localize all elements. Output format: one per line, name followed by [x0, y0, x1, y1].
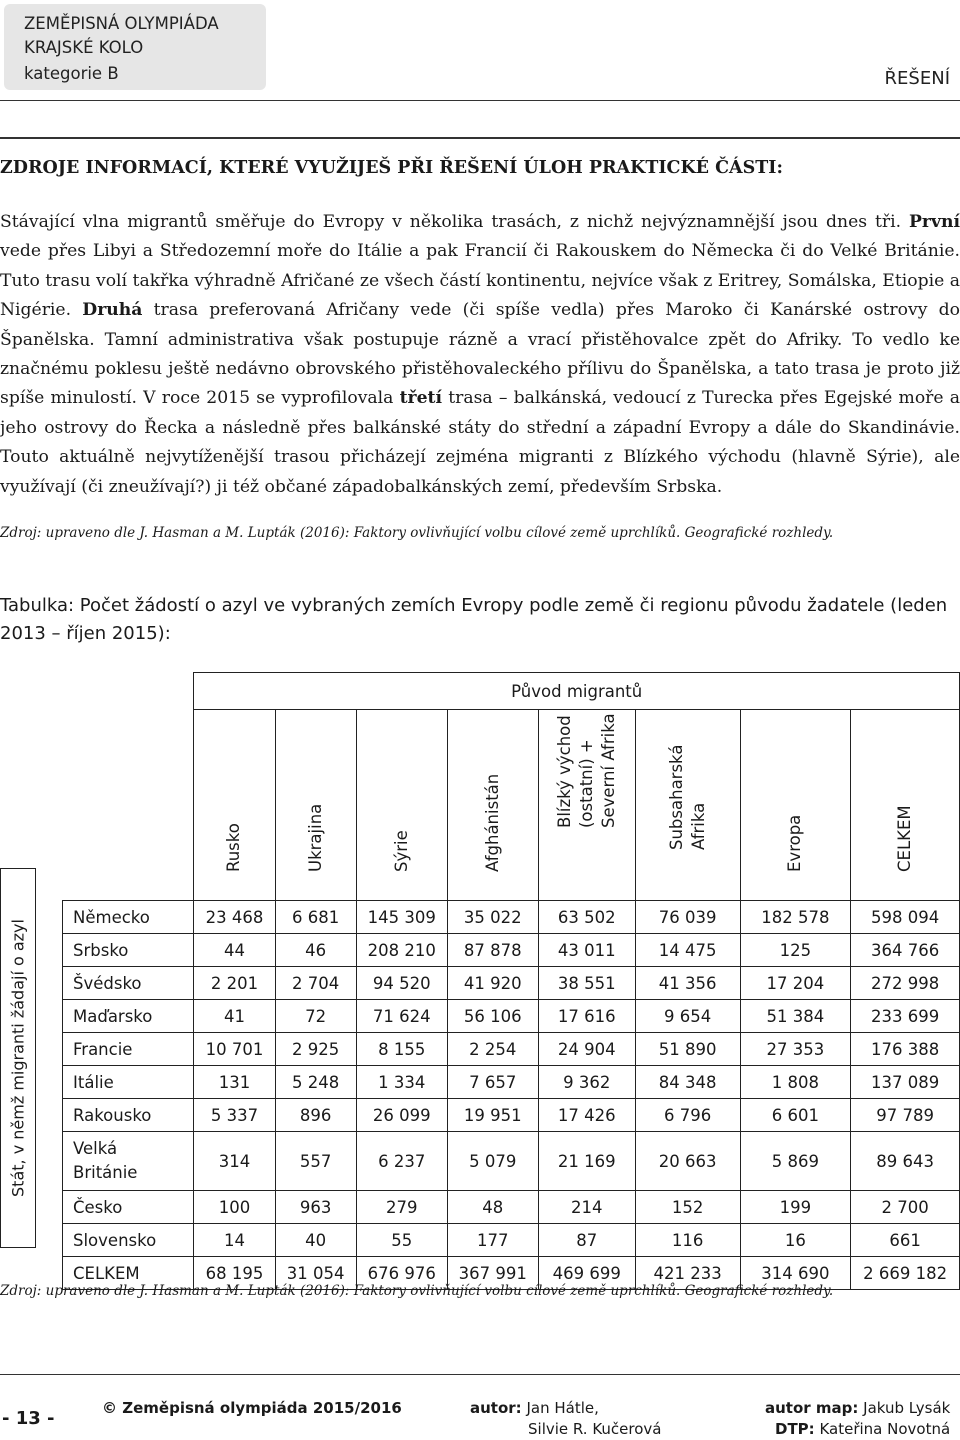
column-header-label: Blízký východ (ostatní) + Severní Afrika [554, 713, 618, 828]
table-row [63, 1132, 960, 1191]
value-cell: 367 991 [447, 1257, 538, 1290]
value-cell: 51 890 [635, 1033, 740, 1066]
value-cell: 51 384 [740, 1000, 851, 1033]
value-cell: 41 920 [447, 967, 538, 1000]
value-cell: 963 [275, 1191, 356, 1224]
section-title: ZDROJE INFORMACÍ, KTERÉ VYUŽIJEŠ PŘI ŘEŠENÍ ÚLOH PRAKTICKÉ ČÁSTI: [0, 158, 783, 178]
table-row [63, 1033, 960, 1066]
value-cell: 116 [635, 1224, 740, 1257]
value-cell: 55 [356, 1224, 447, 1257]
value-cell: 46 [275, 934, 356, 967]
value-cell: 41 356 [635, 967, 740, 1000]
value-cell: 6 681 [275, 901, 356, 934]
table-corner-2 [63, 710, 194, 901]
table-caption: Tabulka: Počet žádostí o azyl ve vybraných zemích Evropy podle země či regionu původu žadatele (leden 2013 – říjen 2015): [0, 595, 948, 644]
value-cell: 31 054 [275, 1257, 356, 1290]
value-cell: 44 [194, 934, 275, 967]
value-cell: 87 878 [447, 934, 538, 967]
value-cell: 10 701 [194, 1033, 275, 1066]
country-cell: Slovensko [63, 1224, 194, 1257]
value-cell: 17 426 [538, 1099, 635, 1132]
value-cell: 89 643 [851, 1132, 960, 1191]
value-cell: 100 [194, 1191, 275, 1224]
value-cell: 14 475 [635, 934, 740, 967]
column-header-label: Rusko [224, 823, 244, 872]
value-cell: 2 669 182 [851, 1257, 960, 1290]
value-cell: 421 233 [635, 1257, 740, 1290]
column-header-label: Afghánistán [482, 773, 502, 872]
value-cell: 38 551 [538, 967, 635, 1000]
value-cell: 272 998 [851, 967, 960, 1000]
value-cell: 19 951 [447, 1099, 538, 1132]
country-cell: Maďarsko [63, 1000, 194, 1033]
olympiad-title: ZEMĚPISNÁ OLYMPIÁDA [24, 14, 219, 33]
value-cell: 9 654 [635, 1000, 740, 1033]
value-cell: 131 [194, 1066, 275, 1099]
value-cell: 152 [635, 1191, 740, 1224]
column-header [447, 710, 538, 901]
table-row [63, 967, 960, 1000]
value-cell: 24 904 [538, 1033, 635, 1066]
table-row [63, 1224, 960, 1257]
value-cell: 125 [740, 934, 851, 967]
value-cell: 68 195 [194, 1257, 275, 1290]
value-cell: 214 [538, 1191, 635, 1224]
value-cell: 71 624 [356, 1000, 447, 1033]
table-row [63, 1191, 960, 1224]
value-cell: 557 [275, 1132, 356, 1191]
value-cell: 35 022 [447, 901, 538, 934]
value-cell: 16 [740, 1224, 851, 1257]
value-cell: 6 601 [740, 1099, 851, 1132]
table-row [63, 901, 960, 934]
value-cell: 233 699 [851, 1000, 960, 1033]
author-second: Silvie R. Kučerová [528, 1420, 662, 1438]
footer-divider [0, 1374, 960, 1375]
table-row [63, 1066, 960, 1099]
divider-top [0, 100, 960, 101]
source-note-1: Zdroj: upraveno dle J. Hasman a M. Lupták (2016): Faktory ovlivňující volbu cílové země uprchlíků. Geografické rozhledy. [0, 525, 834, 541]
side-label: Stát, v němž migranti žádají o azyl [8, 919, 28, 1197]
value-cell: 87 [538, 1224, 635, 1257]
value-cell: 21 169 [538, 1132, 635, 1191]
value-cell: 48 [447, 1191, 538, 1224]
value-cell: 41 [194, 1000, 275, 1033]
value-cell: 182 578 [740, 901, 851, 934]
country-cell: Itálie [63, 1066, 194, 1099]
country-cell: Velká Británie [63, 1132, 194, 1191]
value-cell: 6 237 [356, 1132, 447, 1191]
column-header-label: Sýrie [391, 830, 411, 872]
value-cell: 199 [740, 1191, 851, 1224]
value-cell: 176 388 [851, 1033, 960, 1066]
value-cell: 5 248 [275, 1066, 356, 1099]
country-cell: Švédsko [63, 967, 194, 1000]
category-label: kategorie B [24, 64, 119, 83]
value-cell: 279 [356, 1191, 447, 1224]
value-cell: 661 [851, 1224, 960, 1257]
column-header [275, 710, 356, 901]
value-cell: 84 348 [635, 1066, 740, 1099]
source-note-2: Zdroj: upraveno dle J. Hasman a M. Lupták (2016): Faktory ovlivňující volbu cílové země uprchlíků. Geografické rozhledy. [0, 1283, 834, 1299]
value-cell: 2 704 [275, 967, 356, 1000]
value-cell: 17 204 [740, 967, 851, 1000]
value-cell: 2 201 [194, 967, 275, 1000]
column-header-label: Evropa [785, 814, 805, 872]
column-header-label: Ukrajina [305, 803, 325, 872]
value-cell: 5 869 [740, 1132, 851, 1191]
solution-label: ŘEŠENÍ [884, 68, 950, 89]
value-cell: 94 520 [356, 967, 447, 1000]
value-cell: 8 155 [356, 1033, 447, 1066]
page-number: - 13 - [2, 1408, 55, 1429]
value-cell: 5 337 [194, 1099, 275, 1132]
value-cell: 2 925 [275, 1033, 356, 1066]
value-cell: 2 254 [447, 1033, 538, 1066]
maps-author: autor map: Jakub Lysák [765, 1399, 951, 1417]
country-cell: Rakousko [63, 1099, 194, 1132]
author-block: autor: Jan Hátle, [470, 1399, 599, 1417]
value-cell: 6 796 [635, 1099, 740, 1132]
value-cell: 137 089 [851, 1066, 960, 1099]
value-cell: 76 039 [635, 901, 740, 934]
value-cell: 63 502 [538, 901, 635, 934]
value-cell: 17 616 [538, 1000, 635, 1033]
country-cell: Francie [63, 1033, 194, 1066]
round-title: KRAJSKÉ KOLO [24, 38, 144, 57]
value-cell: 314 [194, 1132, 275, 1191]
table-row [63, 934, 960, 967]
value-cell: 43 011 [538, 934, 635, 967]
value-cell: 56 106 [447, 1000, 538, 1033]
column-header [538, 710, 635, 901]
value-cell: 1 334 [356, 1066, 447, 1099]
value-cell: 469 699 [538, 1257, 635, 1290]
country-cell: Německo [63, 901, 194, 934]
info-paragraph: Stávající vlna migrantů směřuje do Evropy v několika trasách, z nichž nejvýznamnější jsou dnes tři. První vede přes Libyi a Středozemní moře do Itálie a pak Francií či Rakouskem do Německa či do Velké Británie. Tuto trasu volí takřka výhradně Afričané ze všech částí kontinentu, nejvíce však z Eritrey, Somálska, Etiopie a Nigérie. Druhá trasa preferovaná Afričany vede (či spíše vedla) přes Maroko či Kanárské ostrovy do Španělska. Tamní administrativa však postupuje rázně a vrací přistěhovalce zpět do Afriky. To vedlo ke značnému poklesu ještě nedávno obrovského přistěhovaleckého přílivu do Španělska, a tato trasa je proto již spíše minulostí. V roce 2015 se vyprofilovala třetí trasa – balkánská, vedoucí z Turecka přes Egejské moře a jeho ostrovy do Řecka a následně přes balkánské státy do střední a západní Evropy a dále do Skandinávie. Touto aktuálně nejvytíženější trasou přicházejí zejména migranti z Blízkého východu (hlavně Sýrie), ale využívají (či zneužívají?) ji též občané západobalkánských zemí, především Srbska. [0, 212, 960, 497]
column-header [194, 710, 275, 901]
header-box [4, 4, 266, 90]
table-row [63, 1000, 960, 1033]
value-cell: 598 094 [851, 901, 960, 934]
side-label-box [0, 868, 36, 1248]
value-cell: 7 657 [447, 1066, 538, 1099]
value-cell: 364 766 [851, 934, 960, 967]
value-cell: 314 690 [740, 1257, 851, 1290]
country-cell: CELKEM [63, 1257, 194, 1290]
value-cell: 40 [275, 1224, 356, 1257]
value-cell: 72 [275, 1000, 356, 1033]
value-cell: 23 468 [194, 901, 275, 934]
table-corner [63, 673, 194, 710]
divider-thick [0, 137, 960, 139]
value-cell: 5 079 [447, 1132, 538, 1191]
column-header [635, 710, 740, 901]
value-cell: 26 099 [356, 1099, 447, 1132]
value-cell: 97 789 [851, 1099, 960, 1132]
asylum-table [62, 672, 960, 1290]
value-cell: 2 700 [851, 1191, 960, 1224]
column-header-label: Subsaharská Afrika [666, 744, 708, 850]
value-cell: 9 362 [538, 1066, 635, 1099]
origin-header: Původ migrantů [194, 673, 960, 710]
table-row [63, 1099, 960, 1132]
value-cell: 896 [275, 1099, 356, 1132]
column-header-label: CELKEM [895, 805, 915, 872]
column-header [356, 710, 447, 901]
dtp-author: DTP: Kateřina Novotná [775, 1420, 951, 1438]
copyright: © Zeměpisná olympiáda 2015/2016 [102, 1399, 402, 1417]
value-cell: 27 353 [740, 1033, 851, 1066]
value-cell: 208 210 [356, 934, 447, 967]
value-cell: 145 309 [356, 901, 447, 934]
value-cell: 177 [447, 1224, 538, 1257]
country-cell: Česko [63, 1191, 194, 1224]
value-cell: 14 [194, 1224, 275, 1257]
value-cell: 676 976 [356, 1257, 447, 1290]
column-header [740, 710, 851, 901]
column-header [851, 710, 960, 901]
value-cell: 20 663 [635, 1132, 740, 1191]
value-cell: 1 808 [740, 1066, 851, 1099]
country-cell: Srbsko [63, 934, 194, 967]
